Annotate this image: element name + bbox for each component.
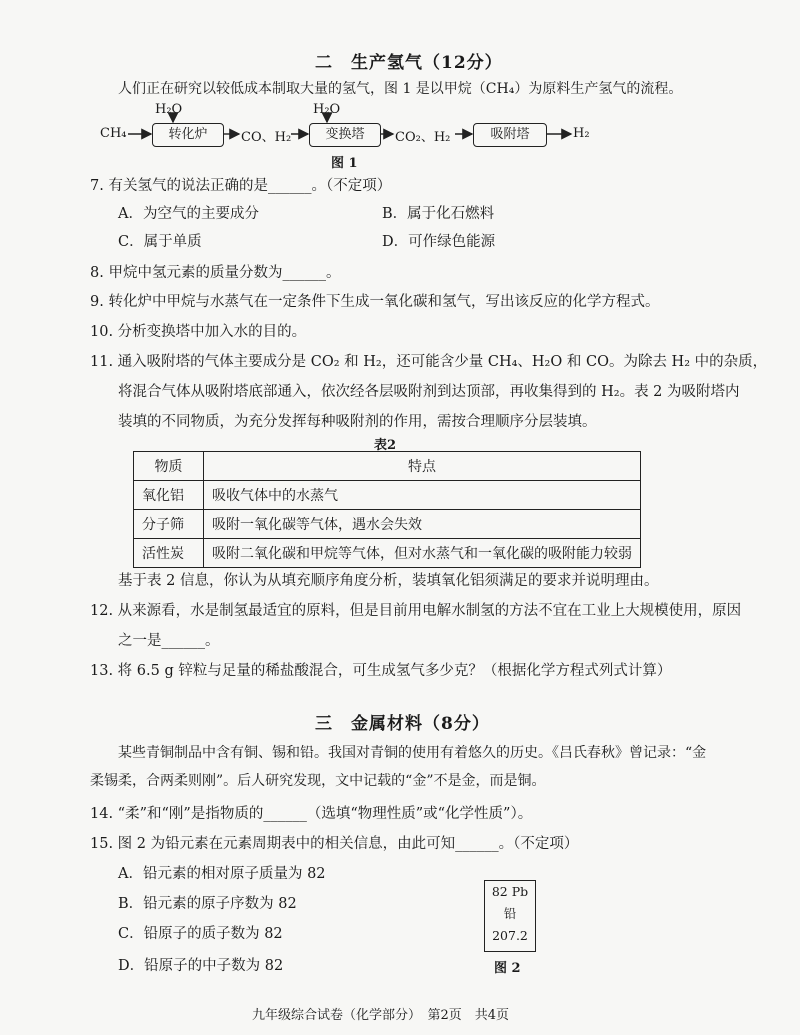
figure-1-caption: 图 1 bbox=[331, 156, 358, 171]
q15-option-b: B．铅元素的原子序数为 82 bbox=[118, 896, 297, 912]
co2-h2-label: CO₂、H₂ bbox=[395, 130, 451, 145]
question-14: 14. “柔”和“刚”是指物质的______（选填“物理性质”或“化学性质”）。 bbox=[90, 806, 533, 822]
table-2-caption: 表2 bbox=[374, 438, 397, 453]
flow-arrows bbox=[95, 100, 695, 172]
table-header-feature: 特点 bbox=[204, 452, 641, 481]
table-row bbox=[134, 481, 641, 510]
table-cell-substance: 氧化铝 bbox=[134, 481, 204, 510]
section-2-intro: 人们正在研究以较低成本制取大量的氢气，图 1 是以甲烷（CH₄）为原料生产氢气的流程。 bbox=[118, 81, 683, 97]
question-7-stem: 7. 有关氢气的说法正确的是______。（不定项） bbox=[90, 178, 392, 194]
co-h2-label: CO、H₂ bbox=[241, 130, 292, 145]
question-12-line-1: 12. 从来源看，水是制氢最适宜的原料，但是目前用电解水制氢的方法不宜在工业上大规模使用，原因 bbox=[90, 603, 742, 619]
section-2-title: 二 生产氢气（12分） bbox=[315, 53, 503, 73]
flow-box-adsorption-tower: 吸附塔 bbox=[473, 123, 547, 147]
q7-option-a: A．为空气的主要成分 bbox=[118, 206, 259, 222]
section-3-intro-line-1: 某些青铜制品中含有铜、锡和铅。我国对青铜的使用有着悠久的历史。《吕氏春秋》曾记录：“金 bbox=[118, 745, 707, 761]
table-row bbox=[134, 510, 641, 539]
table-cell-feature: 吸附一氧化碳等气体，遇水会失效 bbox=[204, 510, 641, 539]
question-15-stem: 15. 图 2 为铅元素在元素周期表中的相关信息，由此可知______。（不定项） bbox=[90, 836, 579, 852]
lead-element-name: 铅 bbox=[503, 906, 517, 921]
flow-box-converter: 转化炉 bbox=[152, 123, 224, 147]
q7-option-b: B．属于化石燃料 bbox=[382, 206, 495, 222]
h2-output-label: H₂ bbox=[573, 126, 590, 141]
question-13: 13. 将 6.5 g 锌粒与足量的稀盐酸混合，可生成氢气多少克？（根据化学方程式列式计算） bbox=[90, 663, 672, 679]
question-11-line-2: 将混合气体从吸附塔底部通入，依次经各层吸附剂到达顶部，再收集得到的 H₂。表 2 为吸附塔内 bbox=[118, 384, 740, 400]
question-8: 8. 甲烷中氢元素的质量分数为______。 bbox=[90, 265, 341, 281]
question-12-line-2: 之一是______。 bbox=[118, 633, 220, 649]
lead-atomic-mass: 207.2 bbox=[492, 928, 528, 943]
question-10: 10. 分析变换塔中加入水的目的。 bbox=[90, 324, 307, 340]
question-11-line-3: 装填的不同物质，为充分发挥每种吸附剂的作用，需按合理顺序分层装填。 bbox=[118, 414, 597, 430]
h2o-label-2: H₂O bbox=[313, 102, 341, 117]
question-9: 9. 转化炉中甲烷与水蒸气在一定条件下生成一氧化碳和氢气，写出该反应的化学方程式。 bbox=[90, 294, 660, 310]
table-2 bbox=[133, 451, 641, 568]
question-11-line-1: 11. 通入吸附塔的气体主要成分是 CO₂ 和 H₂，还可能含少量 CH₄、H₂O 和 CO。为除去 H₂ 中的杂质， bbox=[90, 354, 768, 370]
figure-1 bbox=[95, 100, 695, 172]
section-3-title: 三 金属材料（8分） bbox=[315, 714, 490, 734]
q15-option-c: C．铅原子的质子数为 82 bbox=[118, 926, 283, 942]
lead-atomic-symbol: 82 Pb bbox=[491, 884, 529, 899]
h2o-label-1: H₂O bbox=[155, 102, 183, 117]
q7-option-c: C．属于单质 bbox=[118, 234, 202, 250]
table-header-row bbox=[134, 452, 641, 481]
lead-element-cell bbox=[484, 880, 536, 952]
table-row bbox=[134, 539, 641, 568]
q15-option-a: A．铅元素的相对原子质量为 82 bbox=[118, 866, 326, 882]
flow-box-shift-tower: 变换塔 bbox=[309, 123, 381, 147]
table-cell-substance: 活性炭 bbox=[134, 539, 204, 568]
q15-option-d: D．铅原子的中子数为 82 bbox=[118, 958, 284, 974]
section-3-intro-line-2: 柔锡柔，合两柔则刚”。后人研究发现，文中记载的“金”不是金，而是铜。 bbox=[90, 773, 546, 789]
page-footer: 九年级综合试卷（化学部分） 第2页 共4页 bbox=[252, 1008, 510, 1023]
question-11-followup: 基于表 2 信息，你认为从填充顺序角度分析，装填氧化铝须满足的要求并说明理由。 bbox=[118, 573, 659, 589]
q7-option-d: D．可作绿色能源 bbox=[382, 234, 496, 250]
table-cell-feature: 吸附二氧化碳和甲烷等气体，但对水蒸气和一氧化碳的吸附能力较弱 bbox=[204, 539, 641, 568]
table-header-substance: 物质 bbox=[134, 452, 204, 481]
ch4-label: CH₄ bbox=[100, 126, 127, 141]
table-cell-substance: 分子筛 bbox=[134, 510, 204, 539]
figure-2-caption: 图 2 bbox=[494, 961, 521, 976]
table-cell-feature: 吸收气体中的水蒸气 bbox=[204, 481, 641, 510]
